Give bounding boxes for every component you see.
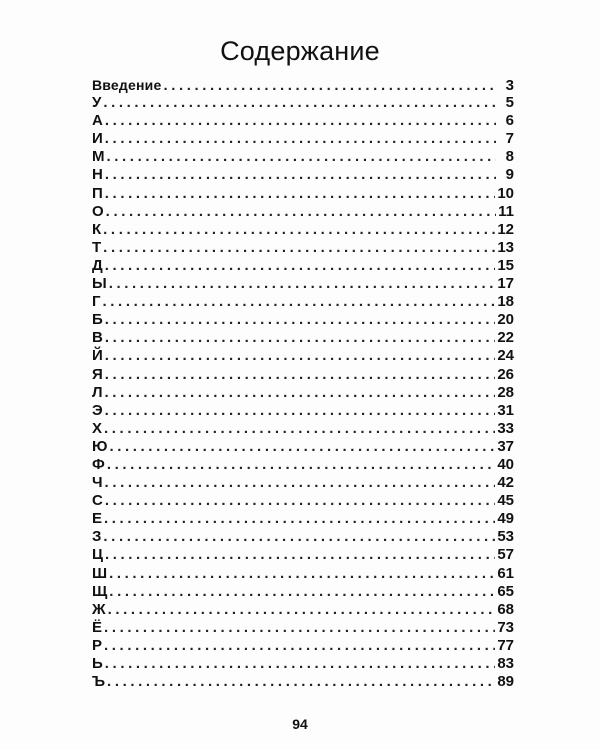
toc-leader-dots: [105, 130, 496, 148]
toc-entry-label: Э: [92, 401, 103, 419]
toc-entry-page: 9: [505, 166, 514, 184]
toc-entry-label: Д: [92, 256, 103, 274]
toc-entry-label: Ъ: [92, 673, 106, 691]
toc-entry-page: 68: [497, 600, 514, 618]
toc-leader-dots: [105, 329, 495, 347]
toc-leader-dots: [105, 546, 495, 564]
toc-leader-dots: [108, 601, 496, 619]
toc-entry: [92, 619, 514, 637]
toc-entry-label: Ш: [92, 564, 108, 582]
toc-entry-page: 8: [505, 148, 514, 166]
toc-entry-label: Ё: [92, 618, 103, 636]
toc-entry-page: 13: [497, 238, 514, 256]
toc-entry-page: 45: [497, 492, 514, 510]
toc-entry-page: 73: [497, 618, 514, 636]
toc-entry-page: 61: [497, 564, 514, 582]
toc-leader-dots: [103, 239, 495, 257]
toc-entry: [92, 474, 514, 492]
toc-leader-dots: [109, 583, 495, 601]
toc-entry: [92, 402, 514, 420]
toc-entry-label: К: [92, 220, 102, 238]
toc-entry: [92, 203, 514, 221]
toc-entry: [92, 420, 514, 438]
toc-entry-label: Й: [92, 347, 103, 365]
toc-entry-page: 26: [497, 365, 514, 383]
toc-entry: [92, 456, 514, 474]
toc-entry: [92, 76, 514, 94]
toc-entry-page: 28: [497, 383, 514, 401]
toc-entry: [92, 293, 514, 311]
toc-entry: [92, 438, 514, 456]
toc-entry-page: 10: [497, 184, 514, 202]
toc-leader-dots: [103, 221, 495, 239]
page-title: Содержание: [220, 36, 380, 66]
toc-entry: [92, 655, 514, 673]
toc-entry-page: 18: [497, 293, 514, 311]
toc-entry-label: Х: [92, 419, 103, 437]
toc-entry: [92, 384, 514, 402]
toc-entry-label: Б: [92, 311, 103, 329]
toc-leader-dots: [105, 166, 496, 184]
toc-leader-dots: [105, 185, 496, 203]
toc-entry: [92, 583, 514, 601]
toc-leader-dots: [109, 275, 496, 293]
toc-entry-label: Я: [92, 365, 103, 383]
toc-entry: [92, 366, 514, 384]
toc-entry-label: Ю: [92, 437, 108, 455]
toc-entry: [92, 347, 514, 365]
toc-entry-page: 3: [505, 77, 514, 94]
toc-entry-page: 24: [497, 347, 514, 365]
toc-leader-dots: [107, 148, 497, 166]
toc-entry: [92, 221, 514, 239]
toc-entry-label: Ф: [92, 455, 105, 473]
toc-entry: [92, 329, 514, 347]
toc-entry: [92, 94, 514, 112]
toc-entry-page: 6: [505, 112, 514, 130]
toc-entry-label: Л: [92, 383, 103, 401]
toc-entry: [92, 528, 514, 546]
toc-entry: [92, 112, 514, 130]
toc-leader-dots: [105, 257, 496, 275]
toc-entry: [92, 601, 514, 619]
toc-leader-dots: [105, 655, 496, 673]
toc-leader-dots: [163, 77, 496, 95]
toc-leader-dots: [105, 492, 495, 510]
toc-leader-dots: [107, 673, 495, 691]
toc-entry: [92, 637, 514, 655]
toc-entry-page: 57: [497, 546, 514, 564]
toc-entry-page: 89: [497, 673, 514, 691]
toc-leader-dots: [104, 637, 495, 655]
toc-leader-dots: [105, 347, 496, 365]
toc-entry-page: 20: [497, 311, 514, 329]
table-of-contents: [92, 76, 514, 691]
toc-entry-label: А: [92, 112, 103, 130]
toc-entry: [92, 673, 514, 691]
toc-entry: [92, 492, 514, 510]
toc-entry: [92, 510, 514, 528]
toc-entry-page: 83: [497, 655, 514, 672]
toc-entry-label: Ч: [92, 474, 103, 492]
toc-entry-page: 31: [497, 401, 514, 419]
toc-entry: [92, 565, 514, 583]
toc-entry-label: Т: [92, 238, 102, 256]
toc-entry-page: 49: [497, 510, 514, 528]
toc-leader-dots: [104, 619, 495, 637]
toc-entry-page: 53: [497, 528, 514, 546]
toc-entry: [92, 166, 514, 184]
toc-entry: [92, 185, 514, 203]
toc-leader-dots: [105, 311, 496, 329]
toc-entry-label: П: [92, 184, 103, 202]
toc-entry-label: С: [92, 492, 103, 510]
toc-entry-label: О: [92, 202, 104, 220]
toc-leader-dots: [105, 384, 496, 402]
toc-entry-page: 22: [497, 329, 514, 347]
toc-entry-label: Г: [92, 293, 101, 311]
toc-entry-page: 15: [497, 256, 514, 274]
toc-leader-dots: [104, 420, 495, 438]
toc-leader-dots: [103, 293, 496, 311]
toc-entry-label: Щ: [92, 582, 108, 600]
toc-entry-label: Ь: [92, 655, 103, 672]
toc-leader-dots: [105, 402, 496, 420]
toc-entry-page: 40: [497, 455, 514, 473]
toc-leader-dots: [105, 474, 496, 492]
toc-entry-page: 5: [505, 94, 514, 112]
toc-leader-dots: [107, 456, 496, 474]
toc-entry-page: 12: [497, 220, 514, 238]
toc-entry-label: У: [92, 94, 102, 112]
toc-leader-dots: [104, 510, 495, 528]
toc-entry: [92, 148, 514, 166]
toc-leader-dots: [103, 528, 495, 546]
toc-entry-page: 11: [498, 202, 514, 220]
toc-entry-label: Ц: [92, 546, 103, 564]
toc-entry-label: Е: [92, 510, 103, 528]
toc-entry-label: М: [92, 148, 105, 166]
toc-entry: [92, 239, 514, 257]
toc-entry-label: Ж: [92, 600, 106, 618]
toc-entry-label: Р: [92, 636, 103, 654]
toc-entry-page: 77: [497, 636, 514, 654]
toc-entry: [92, 311, 514, 329]
toc-leader-dots: [109, 438, 495, 456]
toc-leader-dots: [109, 565, 495, 583]
toc-entry: [92, 546, 514, 564]
toc-entry-label: З: [92, 528, 102, 546]
page-number: 94: [292, 716, 308, 732]
toc-entry-label: Ы: [92, 275, 107, 293]
toc-entry-label: Введение: [92, 77, 162, 93]
toc-entry-label: Н: [92, 166, 103, 184]
toc-entry-page: 65: [497, 582, 514, 600]
toc-entry-page: 42: [497, 474, 514, 492]
toc-entry-page: 17: [497, 275, 514, 293]
toc-entry: [92, 275, 514, 293]
toc-entry-page: 37: [497, 437, 514, 455]
toc-leader-dots: [105, 112, 496, 130]
toc-leader-dots: [105, 366, 496, 384]
toc-leader-dots: [106, 203, 496, 221]
toc-entry: [92, 257, 514, 275]
toc-entry-page: 7: [505, 130, 514, 148]
toc-entry-label: И: [92, 130, 103, 148]
toc-entry: [92, 130, 514, 148]
toc-entry-page: 33: [497, 419, 514, 437]
toc-leader-dots: [103, 94, 496, 112]
toc-entry-label: В: [92, 329, 103, 347]
